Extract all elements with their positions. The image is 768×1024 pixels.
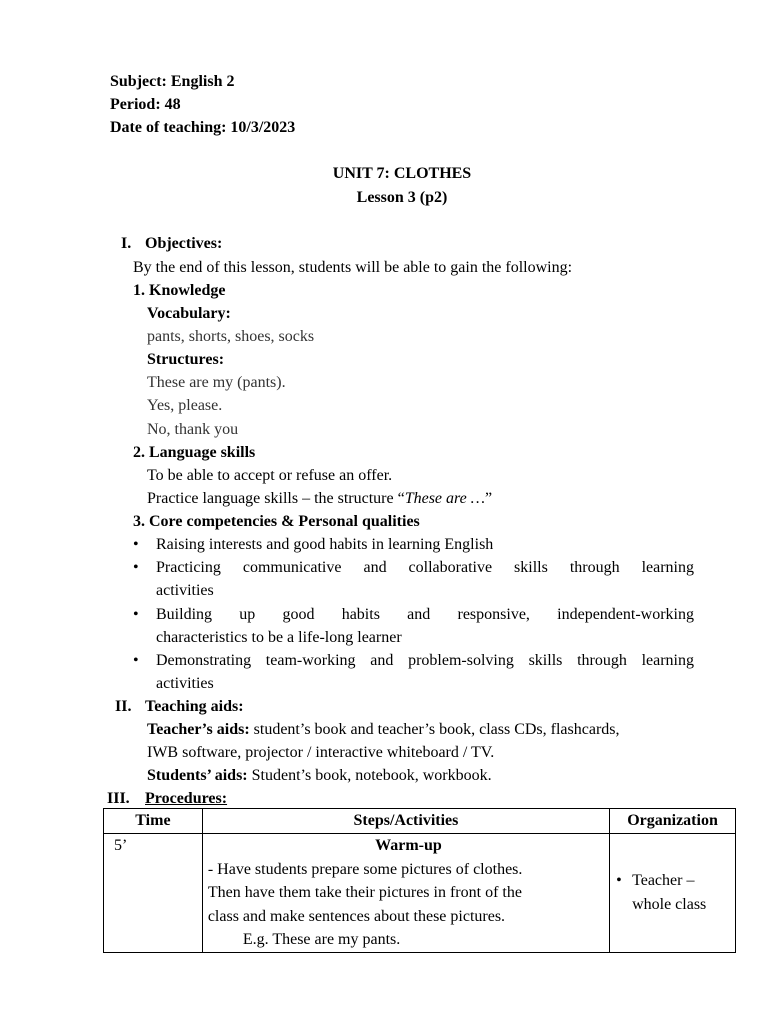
structure-item: Yes, please. bbox=[147, 397, 223, 414]
bullet-icon: • bbox=[616, 872, 622, 890]
unit-title: UNIT 7: CLOTHES bbox=[332, 165, 472, 182]
structure-item: No, thank you bbox=[147, 421, 239, 438]
objectives-intro: By the end of this lesson, students will be able to gain the following: bbox=[133, 259, 573, 276]
structure-item: These are my (pants). bbox=[147, 374, 286, 391]
activity-line: class and make sentences about these pictures. bbox=[207, 907, 506, 925]
period-line: Period: 48 bbox=[110, 96, 181, 113]
organization-line: • Teacher – bbox=[616, 869, 735, 893]
objectives-numeral: I. bbox=[121, 235, 132, 252]
bullet-icon: • bbox=[133, 606, 139, 623]
teacher-aids-line-2: IWB software, projector / interactive whiteboard / TV. bbox=[147, 744, 495, 761]
competency-item: Raising interests and good habits in learning English bbox=[156, 536, 494, 553]
structures-label: Structures: bbox=[147, 351, 225, 368]
bullet-icon: • bbox=[133, 559, 139, 576]
students-aids-label: Students’ aids: bbox=[147, 767, 248, 784]
structure-suffix: ” bbox=[484, 490, 493, 507]
column-header-organization: Organization bbox=[610, 809, 736, 834]
table-header-row bbox=[104, 809, 736, 834]
teacher-aids-line bbox=[147, 720, 620, 740]
column-header-steps: Steps/Activities bbox=[202, 809, 609, 834]
objectives-heading: Objectives: bbox=[145, 235, 223, 252]
competency-item: Practicing communicative and collaborative skills through learning bbox=[156, 559, 694, 576]
bullet-icon: • bbox=[133, 652, 139, 669]
teaching-aids-numeral: II. bbox=[115, 698, 132, 715]
lesson-title: Lesson 3 (p2) bbox=[356, 189, 448, 206]
steps-cell bbox=[202, 834, 609, 953]
organization-cell bbox=[610, 834, 736, 953]
activity-line: - Have students prepare some pictures of clothes. bbox=[207, 860, 523, 878]
organization-line-cont: whole class bbox=[632, 895, 707, 913]
students-aids-line bbox=[147, 766, 492, 786]
column-header-time: Time bbox=[104, 809, 203, 834]
competencies-heading: 3. Core competencies & Personal qualities bbox=[133, 513, 420, 530]
table-row bbox=[104, 834, 736, 953]
language-skills-line: To be able to accept or refuse an offer. bbox=[147, 467, 393, 484]
stage-title: Warm-up bbox=[375, 837, 442, 854]
language-skills-heading: 2. Language skills bbox=[133, 444, 256, 461]
competency-item: Demonstrating team-working and problem-solving skills through learning bbox=[156, 652, 694, 669]
language-skills-structure bbox=[147, 489, 492, 509]
subject-line: Subject: English 2 bbox=[110, 73, 235, 90]
knowledge-heading: 1. Knowledge bbox=[133, 282, 226, 299]
competency-item-cont: activities bbox=[156, 582, 214, 599]
structure-italic: These are … bbox=[404, 490, 485, 507]
competency-item-cont: characteristics to be a life-long learner bbox=[156, 629, 402, 646]
competency-item: Building up good habits and responsive, independent-working bbox=[156, 606, 694, 623]
procedures-table bbox=[103, 808, 736, 953]
time-cell: 5’ bbox=[104, 834, 203, 953]
procedures-heading: Procedures: bbox=[145, 790, 228, 807]
activity-line: Then have them take their pictures in front of the bbox=[207, 884, 522, 901]
teaching-aids-heading: Teaching aids: bbox=[145, 698, 244, 715]
procedures-numeral: III. bbox=[107, 790, 130, 807]
teacher-aids-label: Teacher’s aids: bbox=[147, 721, 250, 738]
competency-item-cont: activities bbox=[156, 675, 214, 692]
vocabulary-list: pants, shorts, shoes, socks bbox=[147, 328, 315, 345]
example-line: E.g. These are my pants. bbox=[242, 931, 401, 948]
structure-prefix: Practice language skills – the structure “ bbox=[147, 490, 405, 507]
date-line: Date of teaching: 10/3/2023 bbox=[110, 119, 296, 136]
bullet-icon: • bbox=[133, 536, 139, 553]
students-aids-text: Student’s book, notebook, workbook. bbox=[247, 767, 492, 784]
teacher-aids-text: student’s book and teacher’s book, class CDs, flashcards, bbox=[249, 721, 620, 738]
vocabulary-label: Vocabulary: bbox=[147, 305, 231, 322]
